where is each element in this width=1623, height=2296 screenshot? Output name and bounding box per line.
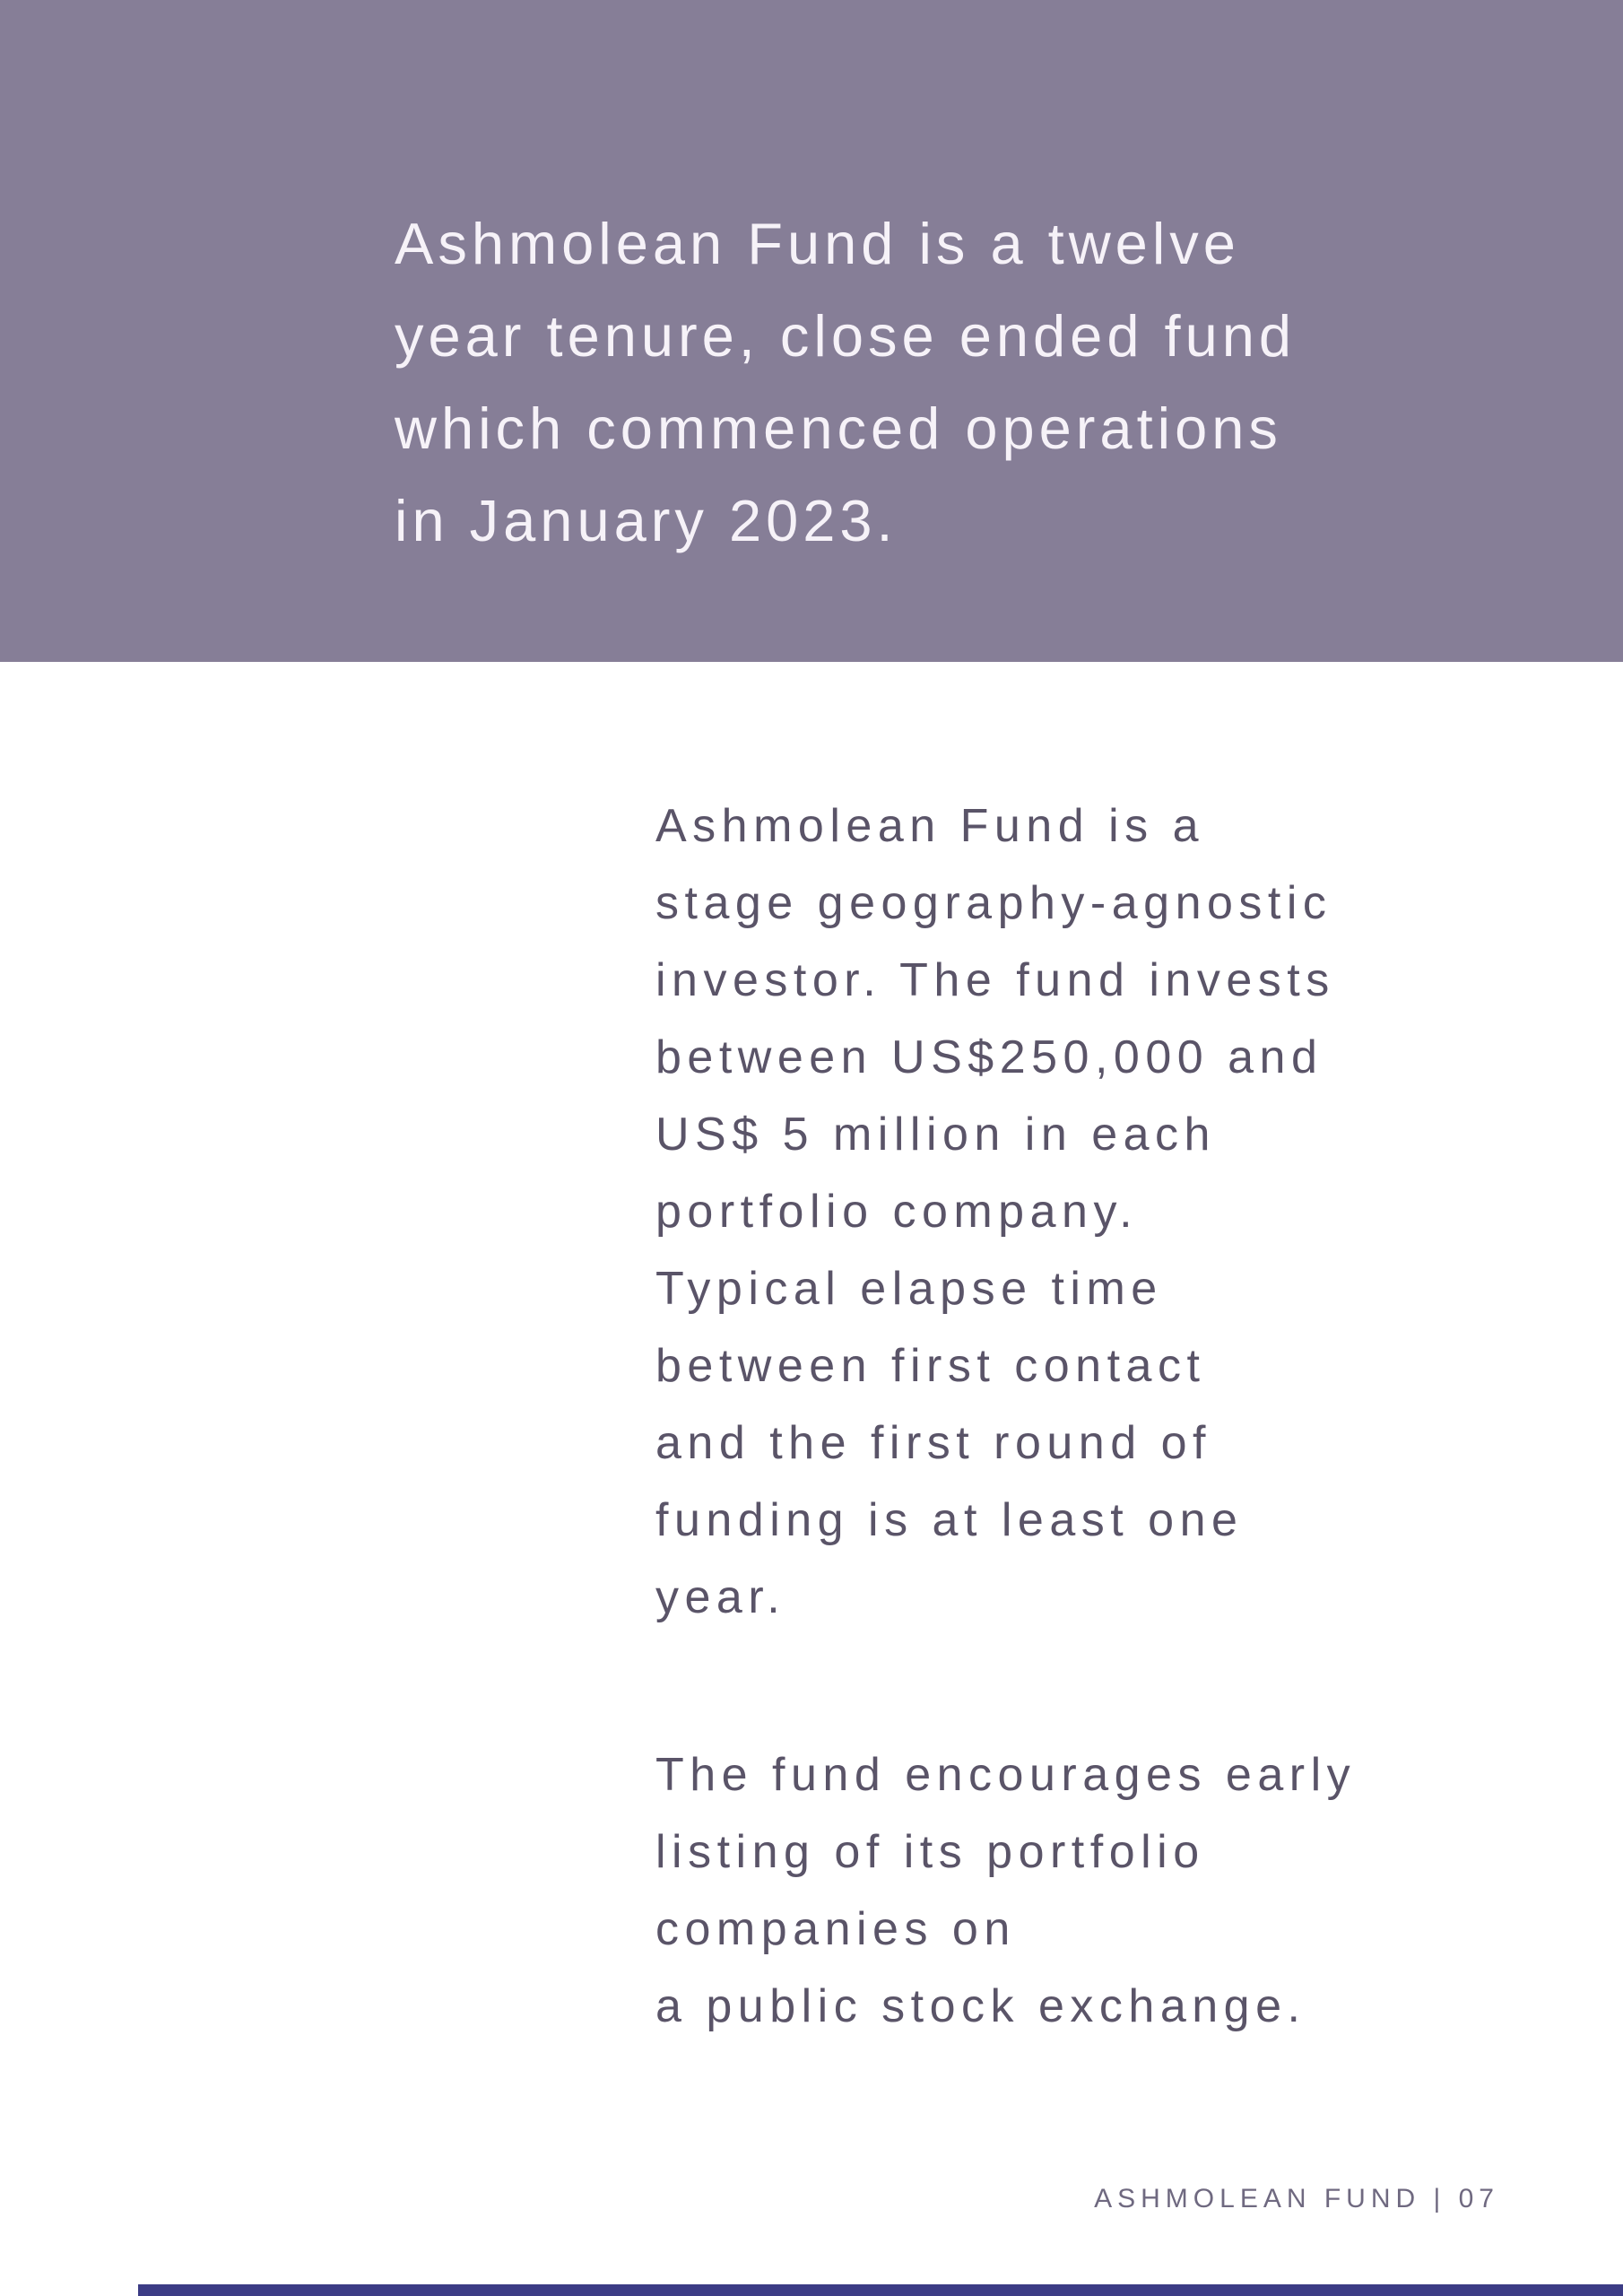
body-line: US$ 5 million in each [655,1109,1216,1161]
footer-page-label: ASHMOLEAN FUND | 07 [1094,2184,1499,2213]
header-statement-line: year tenure, close ended fund [395,303,1297,369]
listing-policy-paragraph [655,1736,1516,2045]
header-statement [395,197,1471,567]
body-line: between first contact [655,1340,1206,1392]
header-statement-line: Ashmolean Fund is a twelve [395,211,1240,276]
body-line: between US$250,000 and [655,1031,1324,1083]
bottom-accent-bar [138,2284,1623,2296]
body-line: listing of its portfolio [655,1826,1205,1878]
body-line: and the first round of [655,1417,1211,1469]
body-line: Typical elapse time [655,1263,1163,1315]
body-line: portfolio company. [655,1186,1139,1238]
body-line: The fund encourages early [655,1749,1357,1801]
fund-strategy-paragraph [655,787,1516,1636]
header-statement-line: in January 2023. [395,488,898,553]
body-line: year. [655,1571,786,1623]
header-banner [0,0,1623,662]
header-statement-line: which commenced operations [395,396,1282,461]
body-line: Ashmolean Fund is a [655,800,1204,852]
body-line: a public stock exchange. [655,1980,1306,2032]
body-copy [655,787,1516,2045]
body-line: stage geography-agnostic [655,877,1332,929]
body-line: funding is at least one [655,1494,1244,1546]
body-line: investor. The fund invests [655,954,1335,1006]
body-line: companies on [655,1903,1016,1955]
